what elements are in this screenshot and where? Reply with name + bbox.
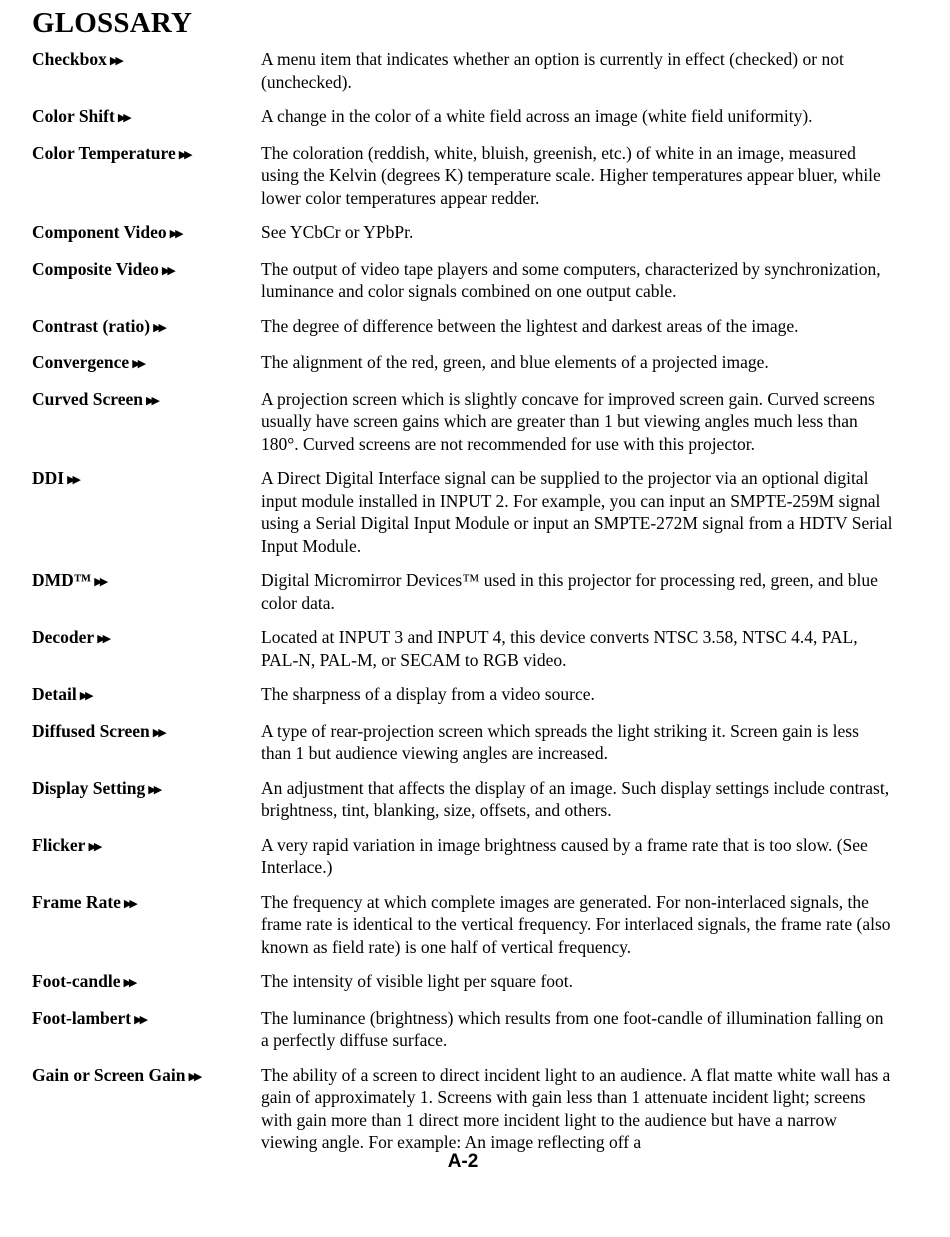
double-arrow-icon: ▶▶ <box>94 576 106 588</box>
glossary-definition: See YCbCr or YPbPr. <box>261 222 414 242</box>
glossary-definition: The output of video tape players and some computers, characterized by synchronization, luminance and color signals combined on one output cable. <box>261 258 881 301</box>
glossary-term: Diffused Screen ▶▶ <box>32 720 164 741</box>
double-arrow-icon: ▶▶ <box>152 726 164 739</box>
glossary-term: DDI ▶▶ <box>32 468 79 488</box>
glossary-definition: The intensity of visible light per square foot. <box>261 971 574 991</box>
glossary-entry-curved-screen <box>32 388 912 456</box>
page-number: A-2 <box>447 1151 479 1172</box>
glossary-entry-frame-rate <box>32 891 912 959</box>
glossary-term: Contrast (ratio) ▶▶ <box>32 315 165 336</box>
double-arrow-icon: ▶▶ <box>67 474 79 486</box>
glossary-term: Foot-lambert ▶▶ <box>32 1007 146 1028</box>
glossary-term: Composite Video ▶▶ <box>32 258 173 279</box>
glossary-definition: Digital Micromirror Devices™ used in this projector for processing red, green, and blue color data. <box>261 570 878 613</box>
glossary-entry-decoder <box>32 626 912 671</box>
glossary-term: Gain or Screen Gain ▶▶ <box>32 1064 200 1085</box>
glossary-entry-display-setting <box>32 777 912 822</box>
glossary-definition: The frequency at which complete images are generated. For non-interlaced signals, the frame rate is identical to the vertical frequency. For interlaced signals, the frame rate (also known as field rate) is one half of vertical frequency. <box>261 891 891 957</box>
glossary-entry-color-temperature <box>32 142 912 210</box>
double-arrow-icon: ▶▶ <box>148 783 160 796</box>
glossary-term: Detail ▶▶ <box>32 684 91 704</box>
double-arrow-icon: ▶▶ <box>178 148 190 161</box>
double-arrow-icon: ▶▶ <box>188 1070 200 1083</box>
glossary-definition: The luminance (brightness) which results from one foot-candle of illumination falling on a perfectly diffuse surface. <box>261 1007 884 1050</box>
glossary-term: Color Shift ▶▶ <box>32 106 129 126</box>
glossary-term: Frame Rate ▶▶ <box>32 891 135 912</box>
double-arrow-icon: ▶▶ <box>153 321 165 334</box>
double-arrow-icon: ▶▶ <box>132 358 144 370</box>
glossary-definition: The coloration (reddish, white, bluish, greenish, etc.) of white in an image, measured using the Kelvin (degrees K) temperature scale. Higher temperatures appear bluer, while lower color temperatures appear redder. <box>261 142 881 208</box>
glossary-definition: A menu item that indicates whether an option is currently in effect (checked) or not (unchecked). <box>261 49 844 92</box>
double-arrow-icon: ▶▶ <box>169 228 181 240</box>
glossary-list <box>32 48 912 1154</box>
glossary-definition: A change in the color of a white field across an image (white field uniformity). <box>261 106 813 126</box>
glossary-definition: The degree of difference between the lightest and darkest areas of the image. <box>261 315 799 336</box>
double-arrow-icon: ▶▶ <box>109 55 121 67</box>
double-arrow-icon: ▶▶ <box>117 112 129 124</box>
glossary-term: Display Setting ▶▶ <box>32 777 160 798</box>
glossary-definition: A type of rear-projection screen which spreads the light striking it. Screen gain is less than 1 but audience viewing angles are increased. <box>261 720 859 763</box>
glossary-term: Curved Screen ▶▶ <box>32 388 157 409</box>
glossary-definition: The sharpness of a display from a video source. <box>261 684 595 704</box>
glossary-term: Foot-candle ▶▶ <box>32 971 135 991</box>
double-arrow-icon: ▶▶ <box>134 1013 146 1026</box>
glossary-definition: A very rapid variation in image brightness caused by a frame rate that is too slow. (See Interlace.) <box>261 834 868 877</box>
glossary-entry-diffused-screen <box>32 720 912 765</box>
glossary-definition: The alignment of the red, green, and blue elements of a projected image. <box>261 352 769 372</box>
glossary-term: Flicker ▶▶ <box>32 834 100 855</box>
double-arrow-icon: ▶▶ <box>123 897 135 910</box>
glossary-entry-gain <box>32 1064 912 1154</box>
double-arrow-icon: ▶▶ <box>145 394 157 407</box>
page-title: GLOSSARY <box>32 7 193 39</box>
glossary-definition: A projection screen which is slightly concave for improved screen gain. Curved screens usually have screen gains which are greater than 1 but viewing angles much less than 180°. Curved screens are not recommended for use with this projector. <box>261 388 875 454</box>
glossary-term: Component Video ▶▶ <box>32 222 181 242</box>
glossary-page <box>32 0 912 1166</box>
glossary-term: Color Temperature ▶▶ <box>32 142 190 163</box>
glossary-entry-composite-video <box>32 258 912 303</box>
double-arrow-icon: ▶▶ <box>88 840 100 853</box>
glossary-entry-checkbox <box>32 48 912 93</box>
double-arrow-icon: ▶▶ <box>123 977 135 989</box>
glossary-entry-convergence <box>32 351 912 376</box>
glossary-entry-contrast-ratio <box>32 315 912 340</box>
glossary-entry-ddi <box>32 467 912 557</box>
glossary-term: Convergence ▶▶ <box>32 352 144 372</box>
glossary-entry-color-shift <box>32 105 912 130</box>
glossary-term: DMD™ ▶▶ <box>32 570 106 590</box>
glossary-entry-detail <box>32 683 912 708</box>
glossary-definition: An adjustment that affects the display of an image. Such display settings include contrast, brightness, tint, blanking, size, offsets, and others. <box>261 777 890 820</box>
glossary-definition: A Direct Digital Interface signal can be supplied to the projector via an optional digital input module installed in INPUT 2. For example, you can input an SMPTE-259M signal using a Serial Digital Input Module or input an SMPTE-272M signal from a HDTV Serial Input Module. <box>261 468 893 556</box>
glossary-definition: The ability of a screen to direct incident light to an audience. A flat matte white wall has a gain of approximately 1. Screens with gain less than 1 attenuate incident light; screens with gain more than 1 direct more incident light to the audience but have a narrow viewing angle. For example: An image reflecting off a <box>261 1064 891 1152</box>
glossary-entry-component-video <box>32 221 912 246</box>
double-arrow-icon: ▶▶ <box>79 690 91 702</box>
double-arrow-icon: ▶▶ <box>161 264 173 277</box>
glossary-term: Checkbox ▶▶ <box>32 49 121 69</box>
glossary-entry-foot-lambert <box>32 1007 912 1052</box>
glossary-entry-flicker <box>32 834 912 879</box>
glossary-term: Decoder ▶▶ <box>32 627 109 647</box>
double-arrow-icon: ▶▶ <box>97 633 109 645</box>
glossary-definition: Located at INPUT 3 and INPUT 4, this device converts NTSC 3.58, NTSC 4.4, PAL, PAL-N, PAL-M, or SECAM to RGB video. <box>261 627 858 670</box>
glossary-entry-foot-candle <box>32 970 912 995</box>
glossary-entry-dmd <box>32 569 912 614</box>
